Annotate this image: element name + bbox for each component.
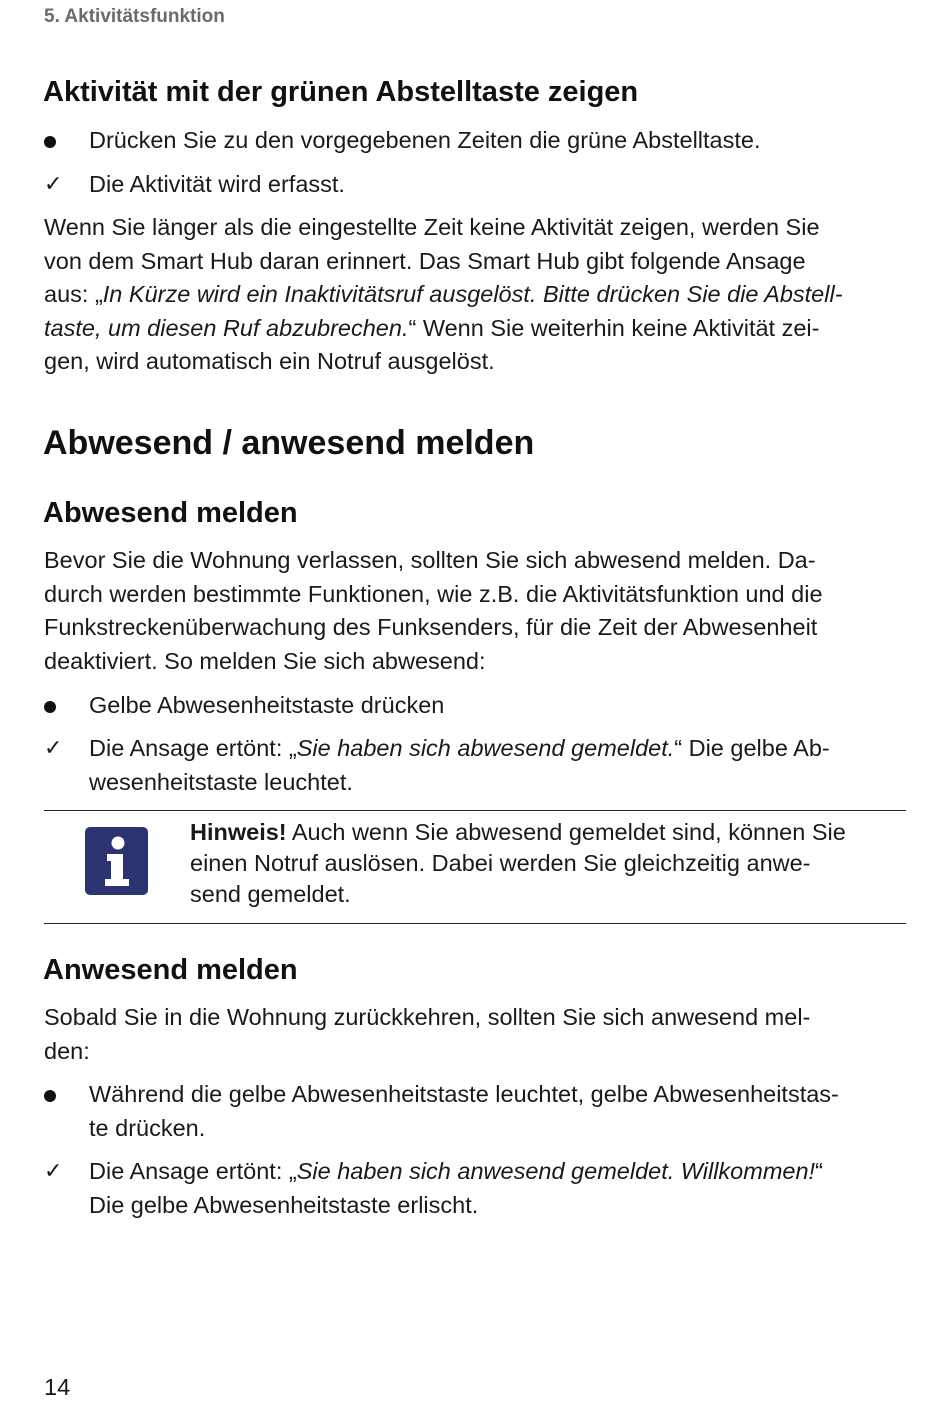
note-label: Hinweis! (190, 819, 287, 845)
note-text: Hinweis! Auch wenn Sie abwesend gemeldet sind, können Sie einen Notruf auslösen. Dabei werden Sie gleichzeitig anwe- send gemeldet. (190, 819, 846, 907)
divider-top (44, 810, 906, 811)
list-item-text: Gelbe Abwesenheitstaste drücken (89, 692, 445, 718)
paragraph-line: aus: „In Kürze wird ein Inaktivitätsruf ausgelöst. Bitte drücken Sie die Abstell- (44, 281, 843, 307)
paragraph-line: durch werden bestimmte Funktionen, wie z.B. die Aktivitätsfunktion und die (44, 580, 823, 607)
page-number: 14 (44, 1374, 71, 1400)
paragraph-activity (44, 211, 843, 379)
paragraph-line: Funkstreckenüberwachung des Funksenders, für die Zeit der Abwesenheit (44, 614, 818, 640)
subheading-absent: Abwesend melden (43, 497, 298, 529)
checkmark-icon: ✓ (44, 172, 63, 197)
paragraph-line: Wenn Sie länger als die eingestellte Zeit keine Aktivität zeigen, werden Sie (44, 214, 820, 240)
paragraph-line: gen, wird automatisch ein Notruf ausgelöst. (44, 348, 495, 374)
bullet-dot-icon (44, 689, 74, 723)
paragraph-line: deaktiviert. So melden Sie sich abwesend: (44, 647, 486, 674)
paragraph-line: Bevor Sie die Wohnung verlassen, sollten Sie sich abwesend melden. Da- (44, 547, 816, 573)
section-heading-absent-present: Abwesend / anwesend melden (43, 424, 535, 462)
subheading-present: Anwesend melden (43, 954, 298, 986)
paragraph-line: den: (44, 1037, 90, 1064)
checkmark-icon: ✓ (44, 1159, 63, 1184)
paragraph-line: taste, um diesen Ruf abzubrechen.“ Wenn Sie weiterhin keine Aktivität zei- (44, 314, 820, 341)
bullet-dot-icon (44, 1078, 74, 1112)
paragraph-line: Sobald Sie in die Wohnung zurückkehren, sollten Sie sich anwesend mel- (44, 1004, 811, 1030)
list-item-text: Die Ansage ertönt: „Sie haben sich anwesend gemeldet. Willkommen!“ Die gelbe Abwesenheitstaste erlischt. (89, 1158, 823, 1218)
bullet-dot-icon (44, 124, 74, 158)
list-item-text: Die Ansage ertönt: „Sie haben sich abwesend gemeldet.“ Die gelbe Ab- wesenheitstaste leuchtet. (89, 735, 830, 795)
divider-bottom (44, 923, 906, 924)
paragraph-absent (44, 544, 823, 678)
section-heading-activity: Aktivität mit der grünen Abstelltaste zeigen (43, 76, 639, 108)
list-item-text: Während die gelbe Abwesenheitstaste leuchtet, gelbe Abwesenheitstas- te drücken. (89, 1081, 839, 1141)
checkmark-icon: ✓ (44, 736, 63, 761)
list-item-text: Drücken Sie zu den vorgegebenen Zeiten die grüne Abstelltaste. (89, 127, 761, 153)
info-icon (85, 827, 148, 895)
paragraph-line: von dem Smart Hub daran erinnert. Das Smart Hub gibt folgende Ansage (44, 247, 806, 274)
running-head: 5. Aktivitätsfunktion (44, 6, 225, 27)
list-item-text: Die Aktivität wird erfasst. (89, 171, 345, 197)
paragraph-present (44, 1001, 810, 1068)
